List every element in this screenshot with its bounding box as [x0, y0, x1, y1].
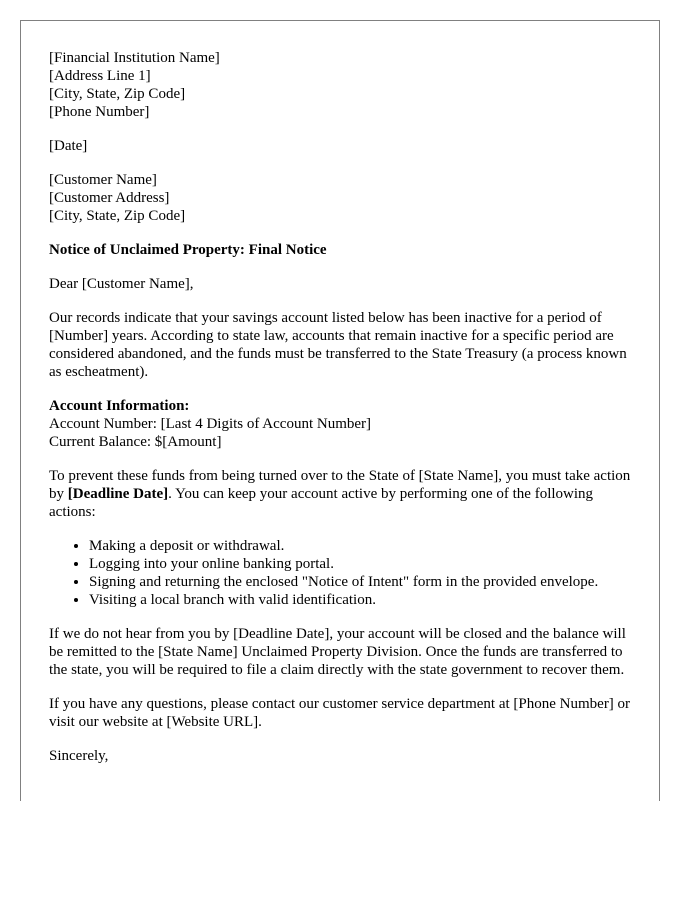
letter-subject: Notice of Unclaimed Property: Final Notice — [49, 242, 327, 258]
list-item: • Signing and returning the enclosed "Notice of Intent" form in the provided envelope. — [89, 573, 639, 591]
paragraph-contact: If you have any questions, please contact our customer service department at [Phone Number] or visit our website at [Website URL]. — [49, 696, 631, 730]
deadline-date: [Deadline Date] — [67, 486, 169, 502]
closing: Sincerely, — [49, 748, 109, 764]
current-balance-line: Current Balance: $[Amount] — [49, 434, 222, 450]
list-item: • Making a deposit or withdrawal. — [89, 537, 639, 555]
paragraph-action-required — [49, 467, 639, 521]
sender-block — [49, 49, 639, 121]
action-text-before: To prevent these funds from being turned over to the State of [State Name], you must take action by — [49, 468, 631, 502]
sender-address-line1: [Address Line 1] — [49, 68, 151, 84]
actions-list — [49, 537, 639, 609]
sender-name: [Financial Institution Name] — [49, 50, 220, 66]
paragraph-inactive-notice: Our records indicate that your savings account listed below has been inactive for a period of [Number] years. According to state law, accounts that remain inactive for a specific period are considered abandoned, and the funds must be transferred to the State Treasury (a process known as escheatment). — [49, 310, 627, 380]
recipient-city-state-zip: [City, State, Zip Code] — [49, 208, 186, 224]
account-info-block — [49, 397, 639, 451]
recipient-name: [Customer Name] — [49, 172, 157, 188]
list-item: • Visiting a local branch with valid identification. — [89, 591, 639, 609]
salutation: Dear [Customer Name], — [49, 276, 194, 292]
sender-phone: [Phone Number] — [49, 104, 150, 120]
account-number-line: Account Number: [Last 4 Digits of Account Number] — [49, 416, 372, 432]
letter-content — [49, 49, 639, 765]
list-item: • Logging into your online banking portal. — [89, 555, 639, 573]
action-text-after: . You can keep your account active by performing one of the following actions: — [49, 486, 594, 520]
letter-page — [20, 20, 660, 801]
date-block — [49, 137, 639, 155]
recipient-address: [Customer Address] — [49, 190, 170, 206]
letter-date: [Date] — [49, 138, 88, 154]
sender-city-state-zip: [City, State, Zip Code] — [49, 86, 186, 102]
paragraph-closure-warning: If we do not hear from you by [Deadline Date], your account will be closed and the balance will be remitted to the [State Name] Unclaimed Property Division. Once the funds are transferred to the state, you will be required to file a claim directly with the state government to recover them. — [49, 626, 626, 678]
recipient-block — [49, 171, 639, 225]
account-info-heading: Account Information: — [49, 398, 190, 414]
